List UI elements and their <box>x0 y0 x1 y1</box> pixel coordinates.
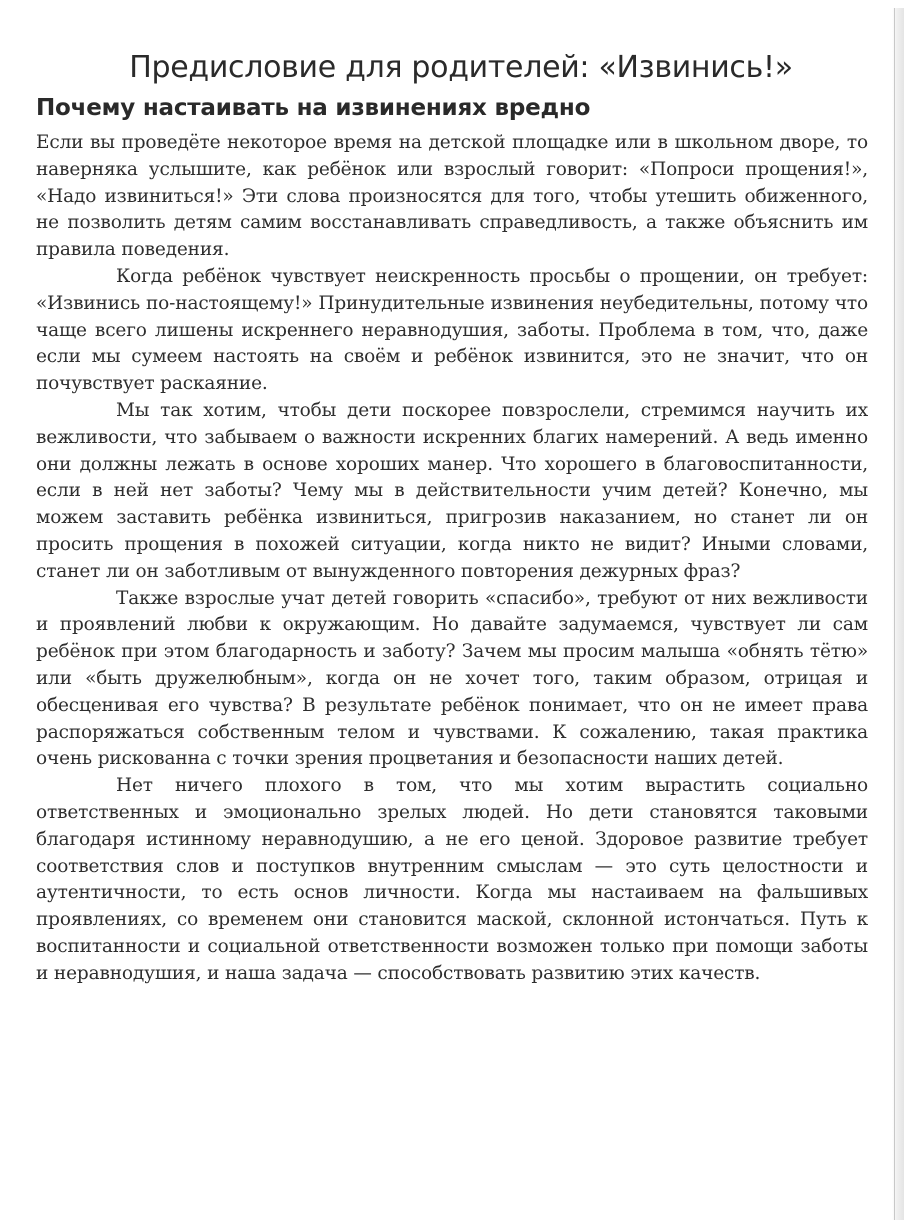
chapter-title: Предисловие для родителей: «Извинись!» <box>129 50 793 85</box>
paragraph-5: Нет ничего плохого в том, что мы хотим вырастить социально ответственных и эмоционально зрелых людей. Но дети становятся таковыми благодаря истинному неравнодушию, а не его ценой. Здоровое развитие требует соответствия слов и поступков внутренним смыслам — это суть целостности и аутентичности, то есть основ личности. Когда мы настаиваем на фальшивых проявлениях, со временем они становится маской, склонной истончаться. Путь к воспитанности и социальной ответственности возможен только при помощи заботы и неравнодушия, и наша задача — способствовать развитию этих качеств. <box>36 775 868 984</box>
paragraph-1: Если вы проведёте некоторое время на детской площадке или в школьном дворе, то наверняка услышите, как ребёнок или взрослый говорит: «Попроси прощения!», «Надо извиниться!» Эти слова произносятся для того, чтобы утешить обиженного, не позволить детям самим восстанавливать справедливость, а также объяснить им правила поведения. <box>36 132 868 261</box>
body-text <box>36 130 868 988</box>
paragraph-3: Мы так хотим, чтобы дети поскорее повзрослели, стремимся научить их вежливости, что забываем о важности искренних благих намерений. А ведь именно они должны лежать в основе хороших манер. Что хорошего в благовоспитанности, если в ней нет заботы? Чему мы в действительности учим детей? Конечно, мы можем заставить ребёнка извиниться, пригрозив наказанием, но станет ли он просить прощения в похожей ситуации, когда никто не видит? Иными словами, станет ли он заботливым от вынужденного повторения дежурных фраз? <box>36 399 868 582</box>
section-title: Почему настаивать на извинениях вредно <box>36 95 591 121</box>
page-content <box>36 48 868 988</box>
paragraph-2: Когда ребёнок чувствует неискренность просьбы о прощении, он требует: «Извинись по-настоящему!» Принудительные извинения неубедительны, потому что чаще всего лишены искреннего неравнодушия, заботы. Проблема в том, что, даже если мы сумеем настоять на своём и ребёнок извинится, это не значит, что он почувствует раскаяние. <box>36 265 868 395</box>
paragraph-4: Также взрослые учат детей говорить «спасибо», требуют от них вежливости и проявлений любви к окружающим. Но давайте задумаемся, чувствует ли сам ребёнок при этом благодарность и заботу? Зачем мы просим малыша «обнять тётю» или «быть дружелюбным», когда он не хочет того, таким образом, отрицая и обесценивая его чувства? В результате ребёнок понимает, что он не имеет права распоряжаться собственным телом и чувствами. К сожалению, такая практика очень рискованна с точки зрения процветания и безопасности наших детей. <box>36 587 868 770</box>
page-edge <box>892 8 904 1220</box>
